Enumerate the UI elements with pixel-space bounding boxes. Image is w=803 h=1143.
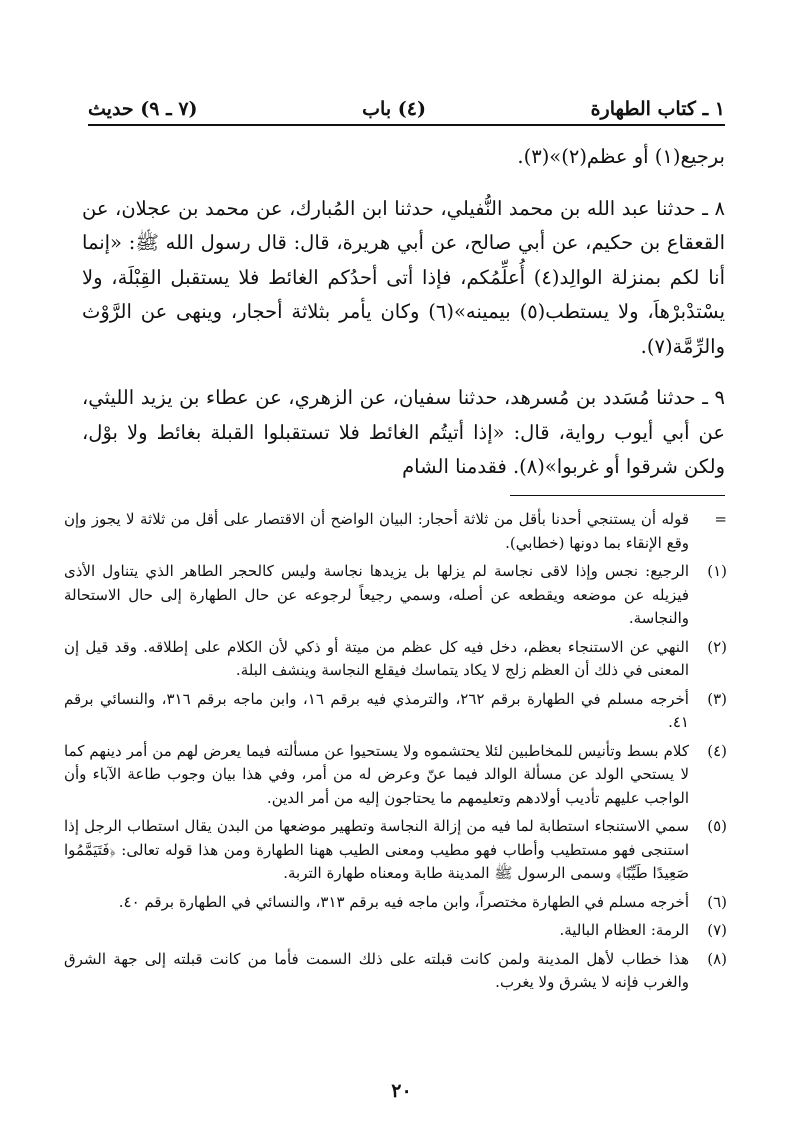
footnotes <box>64 508 727 1000</box>
footnote-continued <box>64 508 727 555</box>
footnote-number: (٤) <box>707 741 727 760</box>
footnote-5 <box>64 815 727 886</box>
footnote-6 <box>64 891 727 915</box>
footnote-1 <box>64 560 727 631</box>
footnote-text: كلام بسط وتأنيس للمخاطبين لئلا يحتشموه ولا يستحيوا عن مسألته فيما يعرض لهم من أمر دينهم كما لا يستحي الولد عن مسألة الوالد فيما عنّ وعرض له من أمر، وفي هذا بيان وجوب طاعة الآباء وأن الواجب عليهم تأديب أولادهم وتعليمهم ما يحتاجون إليه من أمر الدين. <box>64 741 689 807</box>
footnote-text: هذا خطاب لأهل المدينة ولمن كانت قبلته على ذلك السمت فأما من كانت قبلته إلى جهة الشرق والغرب فإنه لا يشرق ولا يغرب. <box>64 949 689 991</box>
footnote-7 <box>64 919 727 943</box>
footnote-text: الرجيع: نجس وإذا لاقى نجاسة لم يزلها بل يزيدها نجاسة وليس كالحجر الطاهر الذي يتناول الأذى فيزيله عن موضعه ويقطعه عن أصله، وسمي رجيعاً لرجوعه عن حال الطهارة إلى حال الاستحالة والنجاسة. <box>64 562 689 627</box>
footnote-number: (٢) <box>707 637 727 656</box>
footnote-4 <box>64 740 727 811</box>
hadith-9: ٩ ـ حدثنا مُسَدد بن مُسرهد، حدثنا سفيان، عن الزهري، عن عطاء بن يزيد الليثي، عن أبي أيوب رواية، قال: «إذا أتيتُم الغائط فلا تستقبلوا القبلة بغائط ولا بوْل، ولكن شرقوا أو غربوا»(٨). فقدمنا الشام <box>82 386 725 478</box>
footnote-text: أخرجه مسلم في الطهارة برقم ٢٦٢، والترمذي فيه برقم ١٦، وابن ماجه برقم ٣١٦، والنسائي برقم ٤١. <box>64 689 689 731</box>
running-header <box>88 88 725 126</box>
footnote-text: النهي عن الاستنجاء بعظم، دخل فيه كل عظم من ميتة أو ذكي لأن الكلام على إطلاقه. وقد قيل إن المعنى في ذلك أن العظم زلج لا يكاد يتماسك فيقلع النجاسة وينشف البلة. <box>64 637 689 679</box>
footnote-number: (٧) <box>707 921 727 939</box>
footnote-number: (٣) <box>707 689 727 708</box>
hadith-8: ٨ ـ حدثنا عبد الله بن محمد النُّفيلي، حدثنا ابن المُبارك، عن محمد بن عجلان، عن القعقاع بن حكيم، عن أبي صالح، عن أبي هريرة، قال: قال رسول الله ﷺ: «إنما أنا لكم بمنزلة الوالِد(٤) أُعلِّمُكم، فإذا أتى أحدُكم الغائط فلا يستقبل القِبْلَة، ولا يسْتدْبرْهاَ، ولا يستطب(٥) بيمينه»(٦) وكان يأمر بثلاثة أحجار، وينهى عن الرَّوْث والرِّمَّة(٧). <box>82 196 725 358</box>
continuation-line: برجيع(١) أو عظم(٢)»(٣). <box>517 145 725 168</box>
header-hadith-range: (٧ ـ ٩) حديث <box>88 98 198 120</box>
footnote-number: (١) <box>707 562 727 580</box>
header-chapter: (٤) باب <box>362 98 426 120</box>
page-number: ٢٠ <box>391 1080 412 1102</box>
footnote-number: = <box>714 510 727 528</box>
header-book-title: ١ ـ كتاب الطهارة <box>590 98 725 120</box>
footnote-number: (٦) <box>707 892 727 911</box>
main-text <box>82 140 725 485</box>
footnote-number: (٥) <box>707 817 727 835</box>
footnote-text: أخرجه مسلم في الطهارة مختصراً، وابن ماجه فيه برقم ٣١٣، والنسائي في الطهارة برقم ٤٠. <box>118 892 689 911</box>
footnote-8 <box>64 948 727 995</box>
footnote-text: قوله أن يستنجي أحدنا بأقل من ثلاثة أحجار: البيان الواضح أن الاقتصار على أقل من ثلاثة لا يجوز وإن وقع الإنقاء بما دونها (خطابي). <box>64 510 689 552</box>
footnote-text: الرمة: العظام البالية. <box>559 921 689 939</box>
footnote-2 <box>64 636 727 683</box>
footnote-text: سمي الاستنجاء استطابة لما فيه من إزالة النجاسة وتطهير موضعها من البدن يقال استطاب الرجل إذا استنجى فهو مستطيب وأطاب فهو مطيب ومعنى الطيب ههنا الطهارة ومن هذا قوله تعالى: ﴿فَتَيَمَّمُوا صَعِيدًا طَيِّبًا﴾ وسمى الرسول ﷺ المدينة طابة ومعناه طهارة التربة. <box>64 817 689 882</box>
footnote-separator <box>510 495 725 496</box>
footnote-3 <box>64 688 727 735</box>
footnote-number: (٨) <box>707 949 727 968</box>
